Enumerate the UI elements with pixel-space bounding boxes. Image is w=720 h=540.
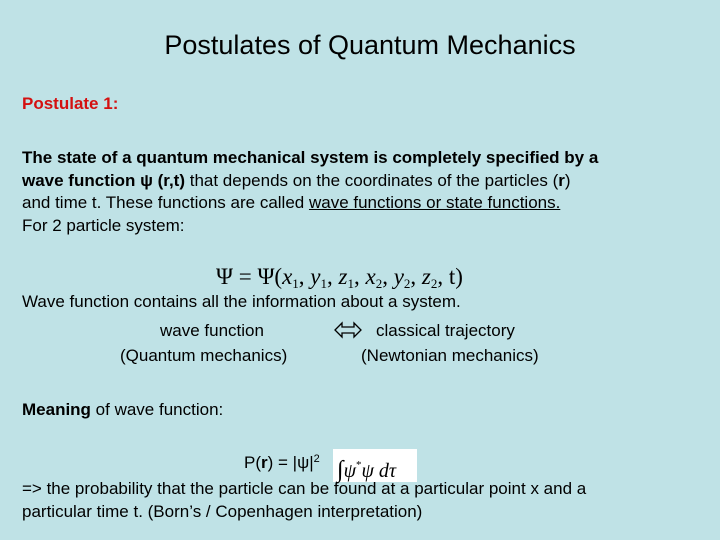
wave-functions-underlined: wave functions or state functions. <box>308 193 561 212</box>
eq-comma-3: , <box>353 264 366 289</box>
postulate-paragraph <box>22 147 712 237</box>
paragraph-line-2-end: ) <box>564 170 571 190</box>
wave-function-summary: Wave function contains all the information about a system. <box>22 292 461 311</box>
probability-explanation <box>22 478 712 523</box>
probability-expression <box>244 453 320 473</box>
eq-y1: y <box>310 264 321 289</box>
prob-prefix: P( <box>244 453 261 472</box>
eq-sub-x2: 2 <box>375 276 383 291</box>
integral-psi: ψ <box>343 460 356 482</box>
paragraph-line-4: For 2 particle system: <box>22 215 185 235</box>
eq-tail: , t) <box>437 264 463 289</box>
eq-sub-y1: 1 <box>320 276 328 291</box>
paragraph-line-3-text: and time t. These functions are called <box>22 193 309 212</box>
integral-sign: ∫ <box>337 457 344 483</box>
slide-title: Postulates of Quantum Mechanics <box>164 30 576 60</box>
eq-comma-2: , <box>327 264 339 289</box>
paragraph-line-3 <box>22 192 712 215</box>
integral-star: * <box>356 459 362 471</box>
left-right-arrow-icon <box>333 320 363 340</box>
integral-rest: ψ dτ <box>361 460 397 482</box>
explanation-line-1: => the probability that the particle can be found at a particular point x and a <box>22 479 587 498</box>
eq-comma-5: , <box>410 264 422 289</box>
paragraph-line-2-text: that depends on the coordinates of the particles ( <box>185 170 559 190</box>
prob-r: r <box>261 453 268 472</box>
r-symbol: r <box>558 170 565 190</box>
prob-middle: ) = |ψ| <box>267 453 314 472</box>
prob-exponent: 2 <box>313 453 320 465</box>
eq-sub-x1: 1 <box>292 276 299 291</box>
eq-sub-z2: 2 <box>430 276 438 291</box>
eq-comma-4: , <box>382 264 394 289</box>
wave-function-term: wave function ψ (r,t) <box>22 170 185 190</box>
wave-function-equation <box>216 264 463 292</box>
meaning-bold: Meaning <box>22 400 91 419</box>
eq-z1: z <box>338 264 348 289</box>
eq-sub-y2: 2 <box>403 276 411 291</box>
paragraph-line-1: The state of a quantum mechanical system is completely specified by a <box>22 148 599 167</box>
eq-comma-1: , <box>298 264 311 289</box>
eq-sub-z1: 1 <box>347 276 354 291</box>
meaning-rest: of wave function: <box>90 400 224 419</box>
quantum-mechanics-label: (Quantum mechanics) <box>120 346 288 365</box>
eq-x1: x <box>282 264 293 289</box>
postulate-label: Postulate 1: <box>22 94 119 113</box>
equation-lhs: Ψ = Ψ( <box>216 264 283 289</box>
explanation-line-2: particular time t. (Born’s / Copenhagen interpretation) <box>22 501 423 521</box>
classical-trajectory-label: classical trajectory <box>376 321 515 340</box>
eq-z2: z <box>421 264 431 289</box>
eq-x2: x <box>365 264 376 289</box>
newtonian-mechanics-label: (Newtonian mechanics) <box>361 346 539 365</box>
paragraph-line-2 <box>22 170 712 193</box>
wave-function-label: wave function <box>160 321 264 340</box>
meaning-heading <box>22 400 223 420</box>
eq-y2: y <box>393 264 404 289</box>
